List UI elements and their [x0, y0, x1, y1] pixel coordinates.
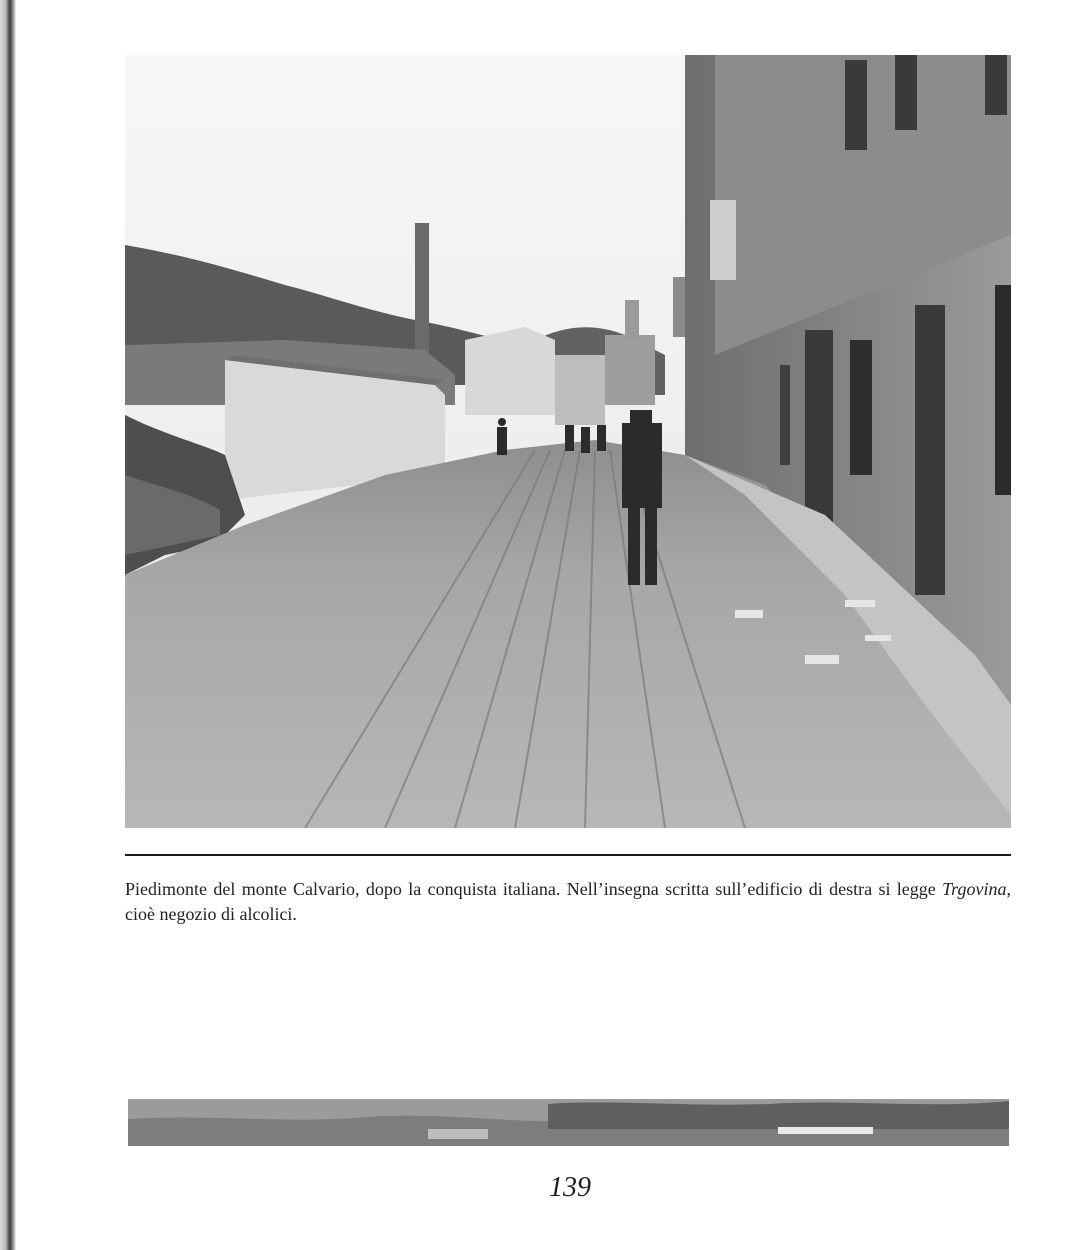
caption-text-start: Piedimonte del monte Calvario, dopo la conquista italiana. Nell’insegna scritta sull’edificio di destra si legge	[125, 879, 943, 899]
book-binding-edge	[0, 0, 16, 1250]
caption-italic-term: Trgovina	[942, 879, 1007, 899]
page-number: 139	[549, 1172, 591, 1203]
caption-divider	[125, 854, 1011, 856]
caption-text-end: , cioè negozio di alcolici.	[125, 879, 1011, 924]
photograph-street-scene	[125, 55, 1011, 828]
photo-caption	[125, 877, 1011, 927]
photograph-bottom-strip	[128, 1099, 1009, 1146]
